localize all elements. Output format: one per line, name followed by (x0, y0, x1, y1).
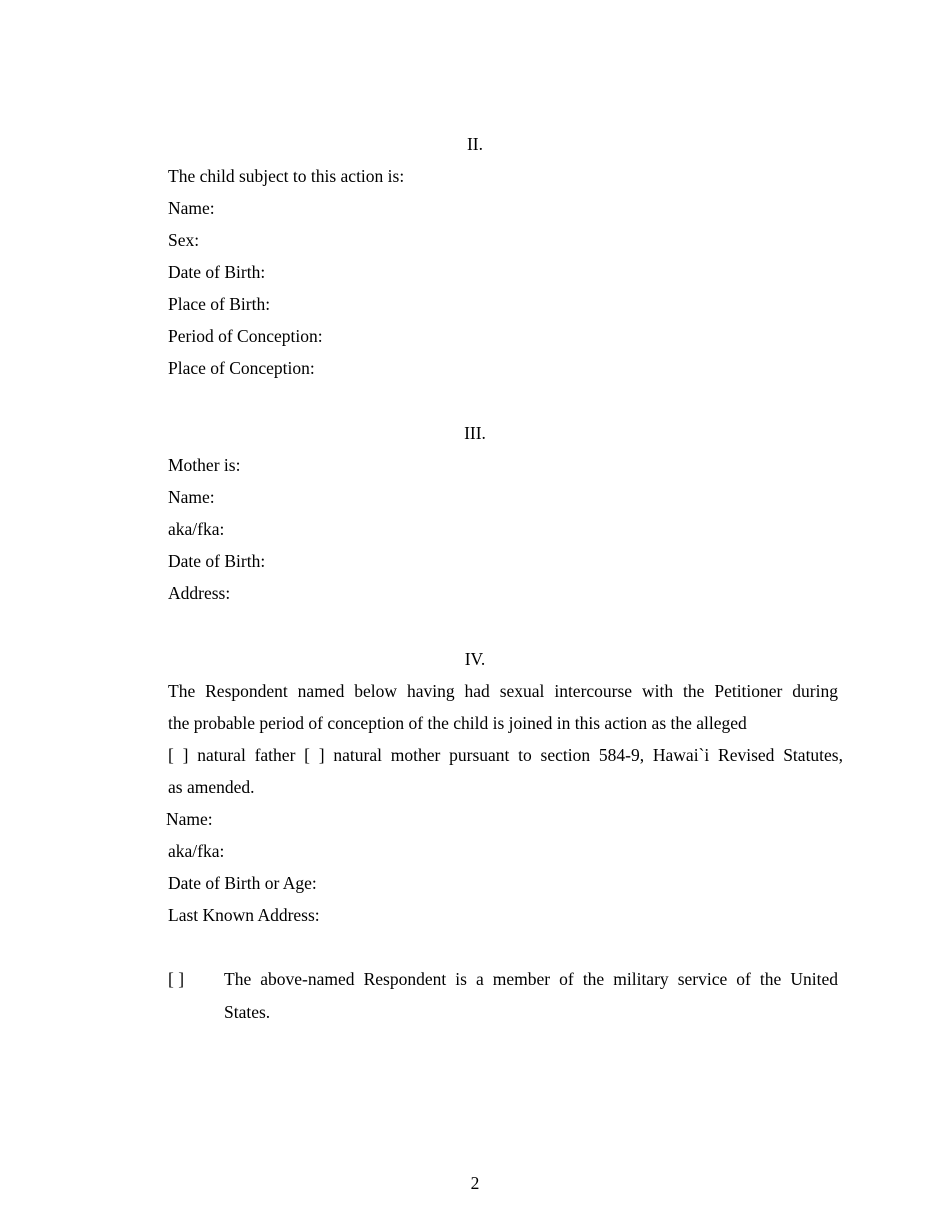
child-dob-label: Date of Birth: (168, 262, 266, 282)
section-3-intro: Mother is: (168, 455, 241, 475)
section-4-paragraph-line-1: The Respondent named below having had sexual intercourse with the Petitioner during (168, 681, 838, 701)
place-of-conception-label: Place of Conception: (168, 358, 315, 378)
mother-address-label: Address: (168, 583, 231, 603)
respondent-dob-age-label: Date of Birth or Age: (168, 873, 317, 893)
section-4-paragraph-line-4: as amended. (168, 777, 255, 797)
mother-aka-label: aka/fka: (168, 519, 225, 539)
respondent-name-label: Name: (166, 809, 213, 829)
child-name-label: Name: (168, 198, 215, 218)
section-3-heading: III. (464, 423, 486, 443)
mother-name-label: Name: (168, 487, 215, 507)
respondent-aka-label: aka/fka: (168, 841, 225, 861)
section-2-intro: The child subject to this action is: (168, 166, 405, 186)
respondent-address-label: Last Known Address: (168, 905, 320, 925)
military-checkbox[interactable]: [ ] (168, 969, 185, 989)
section-2-heading: II. (466, 134, 484, 154)
child-sex-label: Sex: (168, 230, 200, 250)
section-4-paragraph-line-3: [ ] natural father [ ] natural mother pursuant to section 584-9, Hawai`i Revised Statutes, (168, 745, 843, 765)
military-statement-line-1: The above-named Respondent is a member of the military service of the United (224, 969, 838, 989)
section-4-paragraph-line-2: the probable period of conception of the child is joined in this action as the alleged (168, 713, 747, 733)
military-statement-line-2: States. (224, 1002, 271, 1022)
child-pob-label: Place of Birth: (168, 294, 271, 314)
page-number: 2 (470, 1173, 480, 1193)
period-of-conception-label: Period of Conception: (168, 326, 323, 346)
mother-dob-label: Date of Birth: (168, 551, 266, 571)
section-4-heading: IV. (464, 649, 486, 669)
